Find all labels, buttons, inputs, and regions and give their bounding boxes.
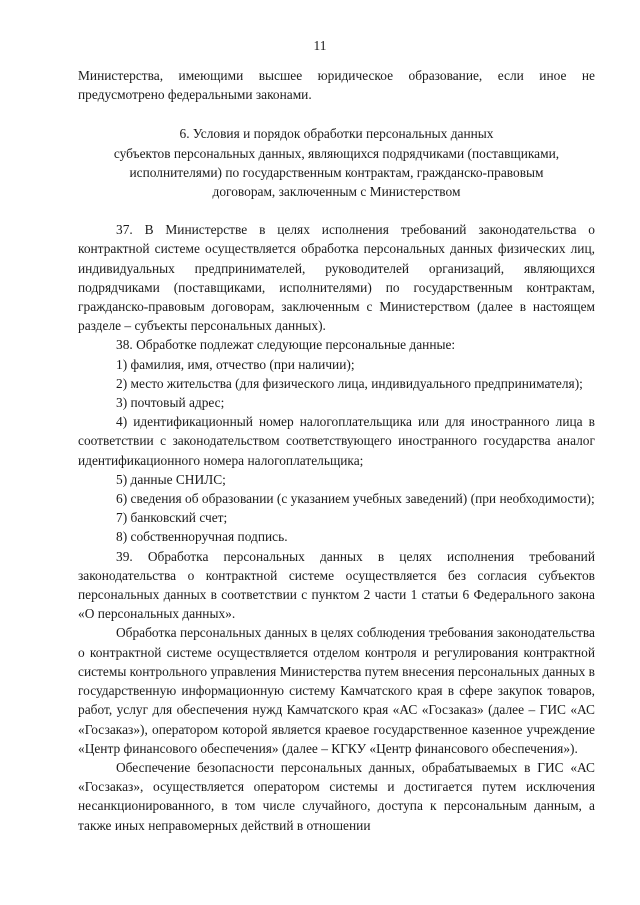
list-item: 8) собственноручная подпись. — [116, 529, 288, 545]
list-item: 1) фамилия, имя, отчество (при наличии); — [116, 356, 355, 372]
paragraph: Обеспечение безопасности персональных данных, обрабатываемых в ГИС «АС «Госзаказ», осуществляется оператором системы и достигается путем исключения несанкционированного, в том числе случайного, доступа к персональным данным, а также иных неправомерных действий в отношении — [78, 759, 595, 833]
section-heading-line: договорам, заключенным с Министерством — [212, 184, 461, 200]
section-heading-line: субъектов персональных данных, являющихся подрядчиками (поставщиками, — [113, 145, 560, 161]
spacer — [78, 201, 595, 220]
section-heading — [78, 124, 595, 201]
paragraph-38: 38. Обработке подлежат следующие персональные данные: — [116, 337, 456, 353]
intro-paragraph: Министерства, имеющими высшее юридическое образование, если иное не предусмотрено федеральными законами. — [78, 68, 595, 103]
paragraph-37: 37. В Министерстве в целях исполнения требований законодательства о контрактной системе осуществляется обработка персональных данных физических лиц, индивидуальных предпринимателей, руководителей организаций, являющихся подрядчиками (поставщиками, исполнителями) по государственным контрактам, гражданско-правовым договорам, заключенным с Министерством (далее в настоящем разделе – субъекты персональных данных). — [78, 222, 595, 334]
list-item: 3) почтовый адрес; — [116, 395, 225, 411]
document-body — [78, 66, 595, 835]
list-item: 7) банковский счет; — [116, 510, 228, 526]
section-heading-line: исполнителями) по государственным контрактам, гражданско-правовым — [129, 164, 544, 180]
paragraph: Обработка персональных данных в целях соблюдения требования законодательства о контрактной системе осуществляется отделом контроля и регулирования контрактной системы контрольного управления Министерства путем внесения персональных данных в государственную информационную систему Камчатского края в сфере закупок товаров, работ, услуг для обеспечения нужд Камчатского края «АС «Госзаказ» (далее – ГИС «АС «Госзаказ»), оператором которой является краевое государственное казенное учреждение «Центр финансового обеспечения» (далее – КГКУ «Центр финансового обеспечения»). — [78, 625, 595, 756]
section-heading-line: 6. Условия и порядок обработки персональных данных — [179, 126, 494, 142]
page-number: 11 — [313, 38, 327, 53]
list-item: 6) сведения об образовании (с указанием учебных заведений) (при необходимости); — [116, 491, 595, 507]
spacer — [78, 104, 595, 124]
paragraph-39: 39. Обработка персональных данных в целях исполнения требований законодательства о контрактной системе осуществляется без согласия субъектов персональных данных в соответствии с пунктом 2 части 1 статьи 6 Федерального закона «О персональных данных». — [78, 548, 595, 622]
list-item: 2) место жительства (для физического лица, индивидуального предпринимателя); — [116, 375, 583, 391]
list-item: 5) данные СНИЛС; — [116, 471, 226, 487]
list-item: 4) идентификационный номер налогоплательщика или для иностранного лица в соответствии с законодательством соответствующего иностранного государства аналог идентификационного номера налогоплательщика; — [78, 414, 595, 468]
